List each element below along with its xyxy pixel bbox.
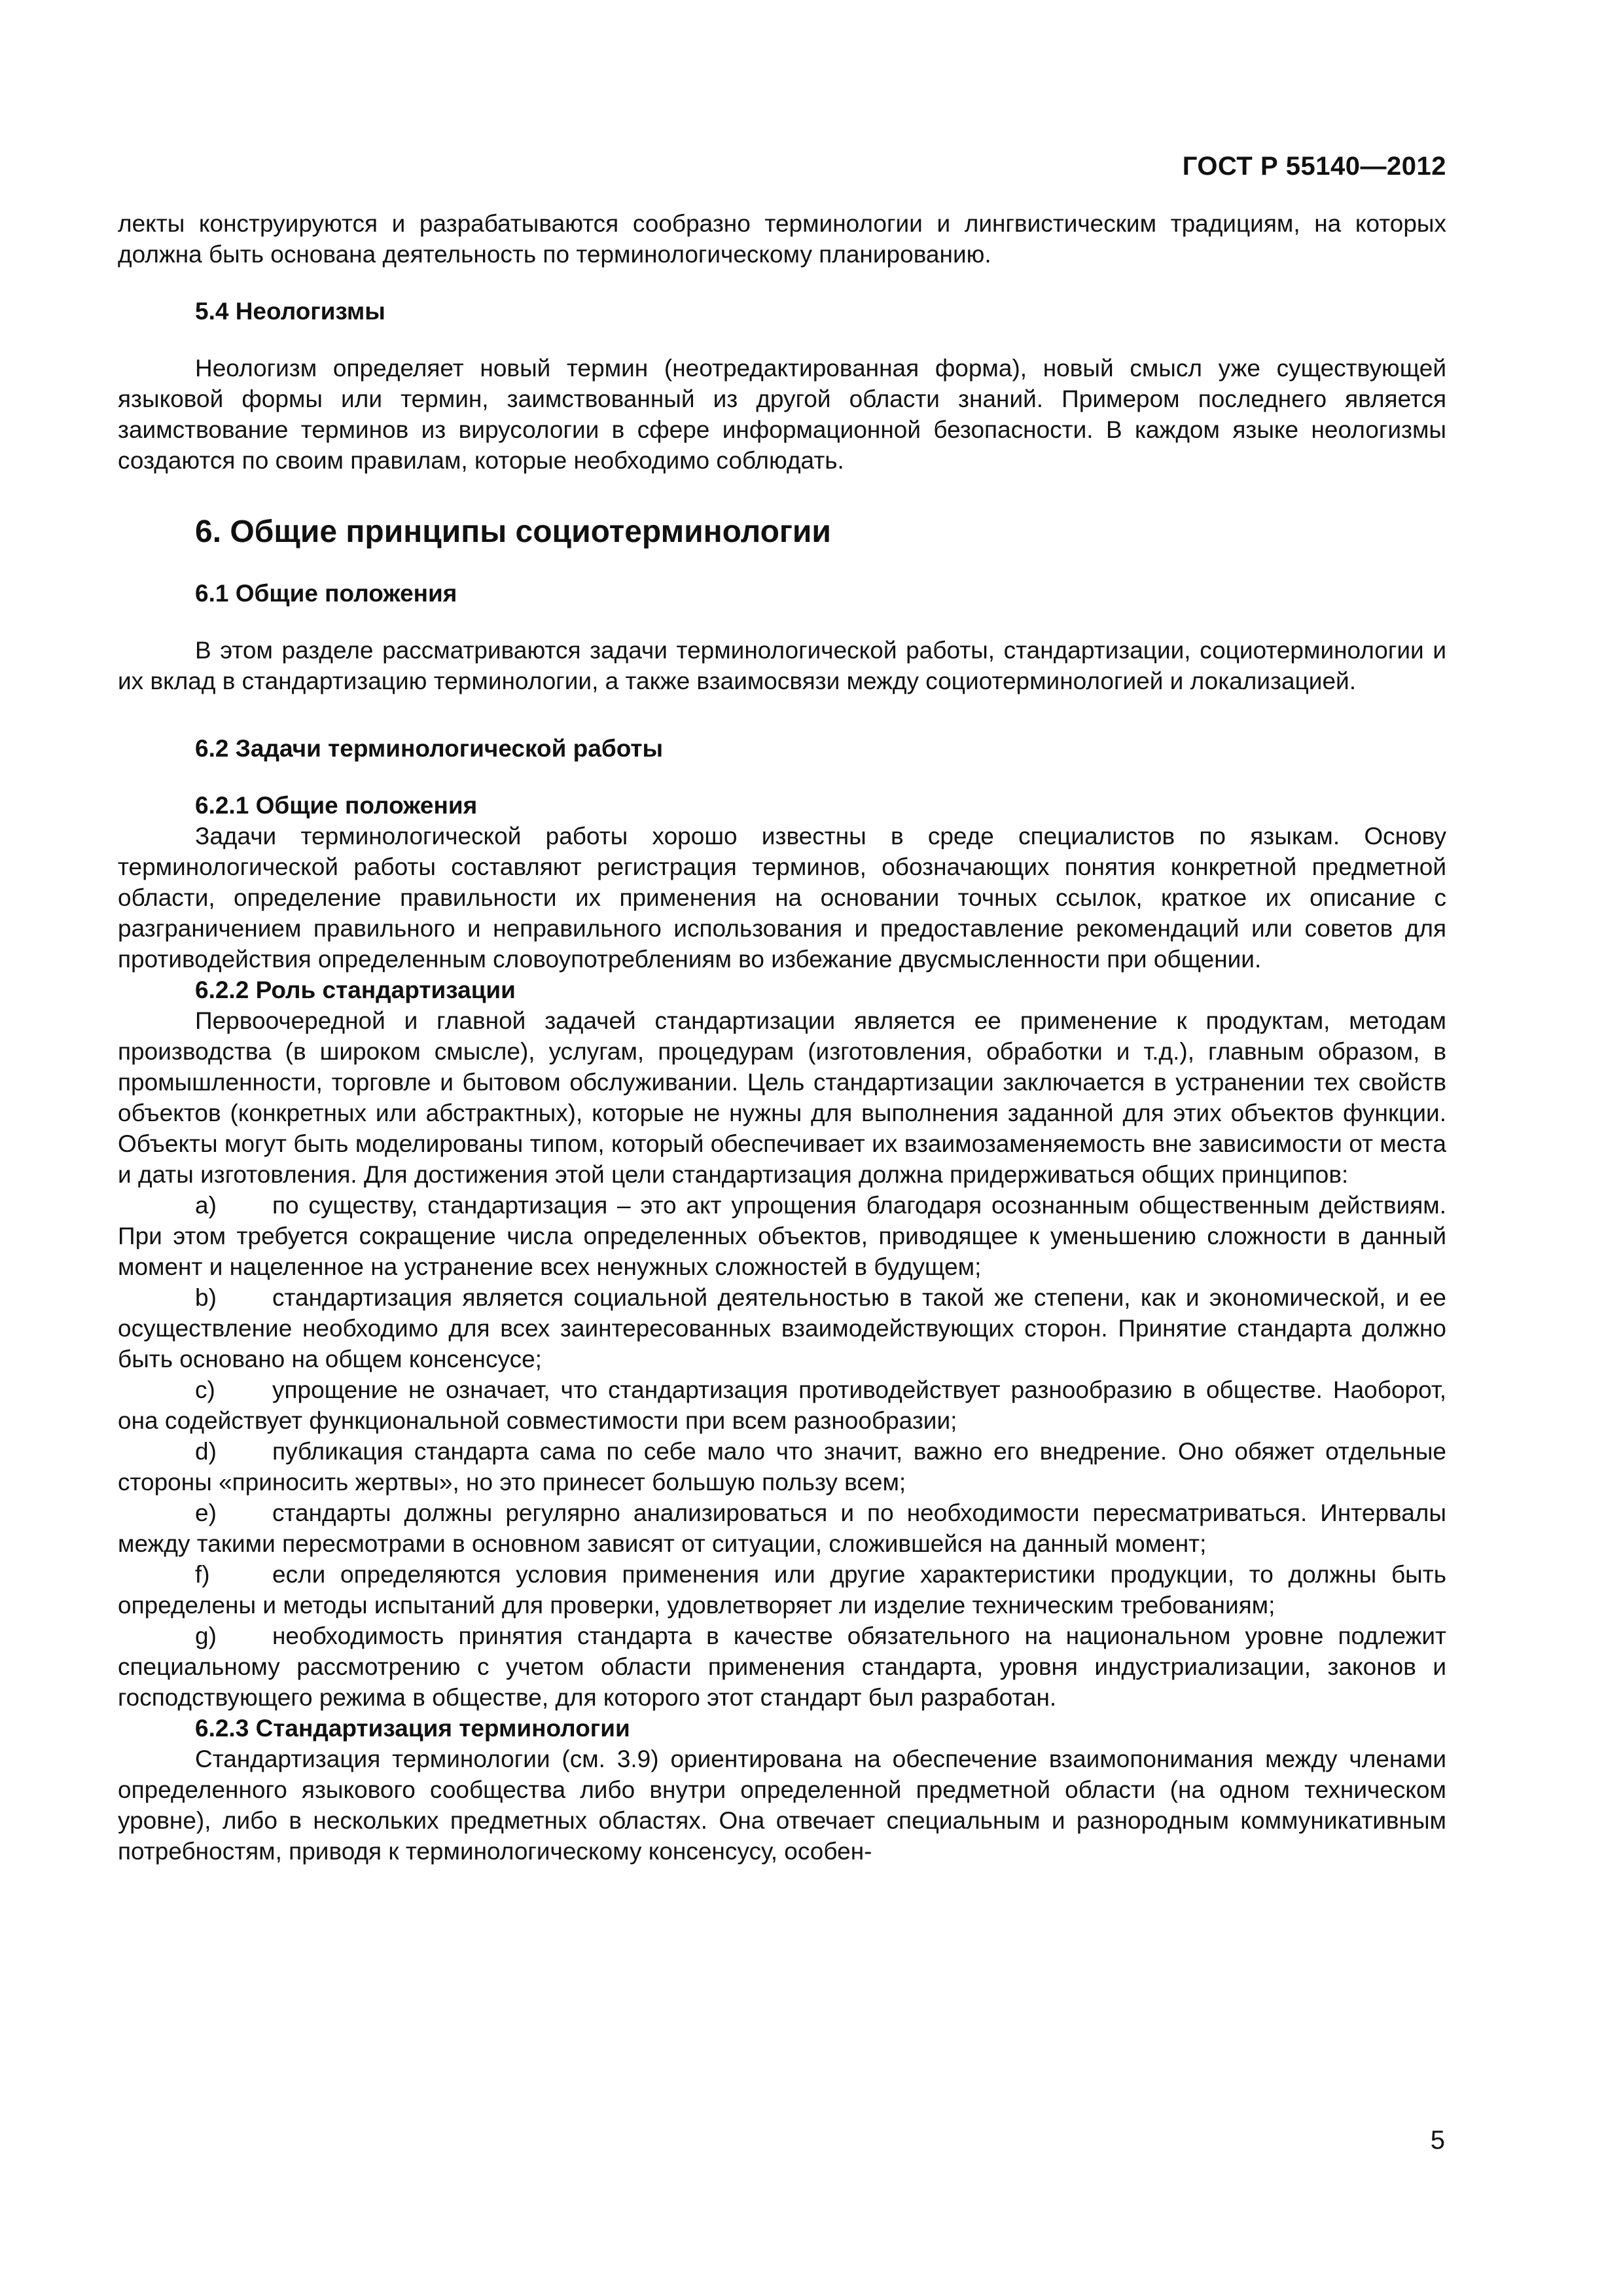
list-item-text: упрощение не означает, что стандартизация противодействует разнообразию в обществе. Наоборот, она содействует функциональной совместимости при всем разнообразии;: [118, 1376, 1446, 1434]
intro-paragraph: лекты конструируются и разрабатываются сообразно терминологии и лингвистическим традициям, на которых должна быть основана деятельность по терминологическому планированию.: [118, 210, 1446, 268]
list-item-text: если определяются условия применения или другие характеристики продукции, то должны быть определены и методы испытаний для проверки, удовлетворяет ли изделие техническим требованиям;: [118, 1561, 1446, 1619]
section-6-2-1-paragraph: Задачи терминологической работы хорошо известны в среде специалистов по языкам. Основу терминологической работы составляют регистрация терминов, обозначающих понятия конкретной предметной области, определение правильности их применения на основании точных ссылок, краткое их описание с разграничением правильного и неправильного использования и предоставление рекомендаций или советов для противодействия определенным словоупотреблениям во избежание двусмысленности при общении.: [118, 823, 1446, 973]
list-item-label: g): [195, 1623, 217, 1649]
section-6-2-heading: 6.2 Задачи терминологической работы: [195, 735, 664, 762]
list-item-text: необходимость принятия стандарта в качестве обязательного на национальном уровне подлежит специальному рассмотрению с учетом области применения стандарта, уровня индустриализации, законов и господствующего режима в обществе, для которого этот стандарт был разработан.: [118, 1623, 1446, 1711]
list-item: [118, 1559, 1446, 1621]
list-item: [118, 1436, 1446, 1498]
list-item-text: стандарты должны регулярно анализироваться и по необходимости пересматриваться. Интервалы между такими пересмотрами в основном зависят от ситуации, сложившейся на данный момент;: [118, 1499, 1446, 1557]
list-item: [118, 1282, 1446, 1374]
list-item-text: публикация стандарта сама по себе мало что значит, важно его внедрение. Оно обяжет отдельные стороны «приносить жертвы», но это принесет большую пользу всем;: [118, 1438, 1446, 1496]
list-item-label: c): [195, 1376, 215, 1403]
list-item-text: стандартизация является социальной деятельностью в такой же степени, как и экономической, и ее осуществление необходимо для всех заинтересованных взаимодействующих сторон. Принятие стандарта должно быть основано на общем консенсусе;: [118, 1284, 1446, 1372]
section-5-4-heading: 5.4 Неологизмы: [195, 298, 385, 325]
list-item-label: e): [195, 1499, 217, 1526]
section-6-2-2-paragraph: Первоочередной и главной задачей стандартизации является ее применение к продуктам, методам производства (в широком смысле), услугам, процедурам (изготовления, обработки и т.д.), главным образом, в промышленности, торговле и бытовом обслуживании. Цель стандартизации заключается в устранении тех свойств объектов (конкретных или абстрактных), которые не нужны для выполнения заданной для этих объектов функции. Объекты могут быть моделированы типом, который обеспечивает их взаимозаменяемость вне зависимости от места и даты изготовления. Для достижения этой цели стандартизация должна придерживаться общих принципов:: [118, 1007, 1446, 1188]
list-item: [118, 1498, 1446, 1559]
section-6-1-heading: 6.1 Общие положения: [195, 580, 457, 607]
list-item-label: b): [195, 1284, 217, 1311]
list-item: [118, 1374, 1446, 1436]
section-5-4-paragraph: Неологизм определяет новый термин (неотредактированная форма), новый смысл уже существующей языковой формы или термин, заимствованный из другой области знаний. Примером последнего является заимствование терминов из вирусологии в сфере информационной безопасности. В каждом языке неологизмы создаются по своим правилам, которые необходимо соблюдать.: [118, 355, 1446, 474]
list-item-label: a): [195, 1192, 217, 1219]
page-number: 5: [1430, 2126, 1445, 2155]
list-item: [118, 1621, 1446, 1713]
section-6-1-paragraph: В этом разделе рассматриваются задачи терминологической работы, стандартизации, социотерминологии и их вклад в стандартизацию терминологии, а также взаимосвязи между социотерминологией и локализацией.: [118, 637, 1446, 694]
document-body: [118, 208, 1446, 1867]
list-item-label: d): [195, 1438, 217, 1465]
list-item: [118, 1190, 1446, 1282]
section-6-2-1-heading: 6.2.1 Общие положения: [195, 792, 478, 819]
section-6-2-3-heading: 6.2.3 Стандартизация терминологии: [195, 1715, 630, 1742]
section-6-2-3-paragraph: Стандартизация терминологии (см. 3.9) ориентирована на обеспечение взаимопонимания между членами определенного языкового сообщества либо внутри определенной предметной области (на одном техническом уровне), либо в нескольких предметных областях. Она отвечает специальным и разнородным коммуникативным потребностям, приводя к терминологическому консенсусу, особен-: [118, 1746, 1446, 1865]
list-item-text: по существу, стандартизация – это акт упрощения благодаря осознанным общественным действиям. При этом требуется сокращение числа определенных объектов, приводящее к уменьшению сложности в данный момент и нацеленное на устранение всех ненужных сложностей в будущем;: [118, 1192, 1446, 1280]
list-item-label: f): [195, 1561, 210, 1588]
section-6-heading: 6. Общие принципы социотерминологии: [195, 514, 831, 549]
document-header: ГОСТ Р 55140—2012: [1182, 152, 1446, 181]
section-6-2-2-heading: 6.2.2 Роль стандартизации: [195, 977, 516, 1003]
